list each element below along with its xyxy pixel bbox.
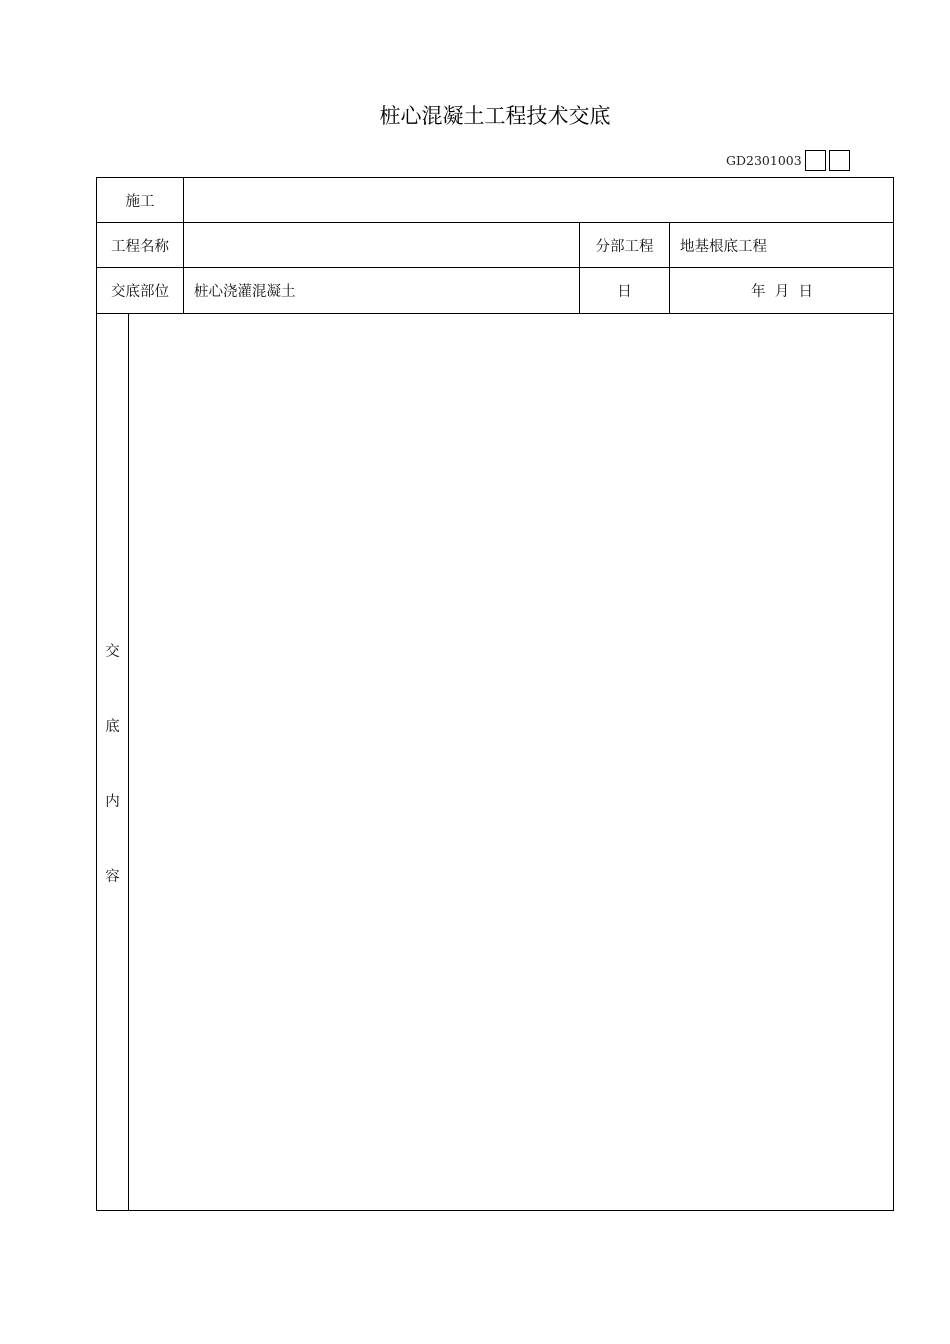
construction-field[interactable] xyxy=(194,178,884,222)
location-label: 交底部位 xyxy=(111,284,169,300)
content-label-char: 交 xyxy=(105,644,120,660)
content-area[interactable] xyxy=(130,314,892,1210)
code-checkbox-1[interactable] xyxy=(805,150,826,171)
sub-project-value[interactable]: 地基根底工程 xyxy=(680,238,767,255)
location-value[interactable]: 桩心浇灌混凝土 xyxy=(194,284,296,300)
project-name-field[interactable] xyxy=(194,223,574,267)
content-label-char: 容 xyxy=(105,869,120,885)
content-label-char: 内 xyxy=(105,794,120,810)
date-label: 日 xyxy=(617,284,632,300)
sub-project-label: 分部工程 xyxy=(595,238,654,255)
column-divider xyxy=(669,222,670,313)
form-code-row xyxy=(726,148,850,172)
column-divider xyxy=(128,313,129,1211)
document-title: 桩心混凝土工程技术交底 xyxy=(379,104,611,128)
code-checkbox-2[interactable] xyxy=(829,150,850,171)
construction-label: 施工 xyxy=(125,193,155,210)
column-divider xyxy=(183,177,184,313)
content-label-char: 底 xyxy=(105,719,120,735)
form-code: GD2301003 xyxy=(726,152,802,168)
project-name-label: 工程名称 xyxy=(111,238,169,255)
date-field[interactable]: 年 月 日 xyxy=(751,284,813,300)
